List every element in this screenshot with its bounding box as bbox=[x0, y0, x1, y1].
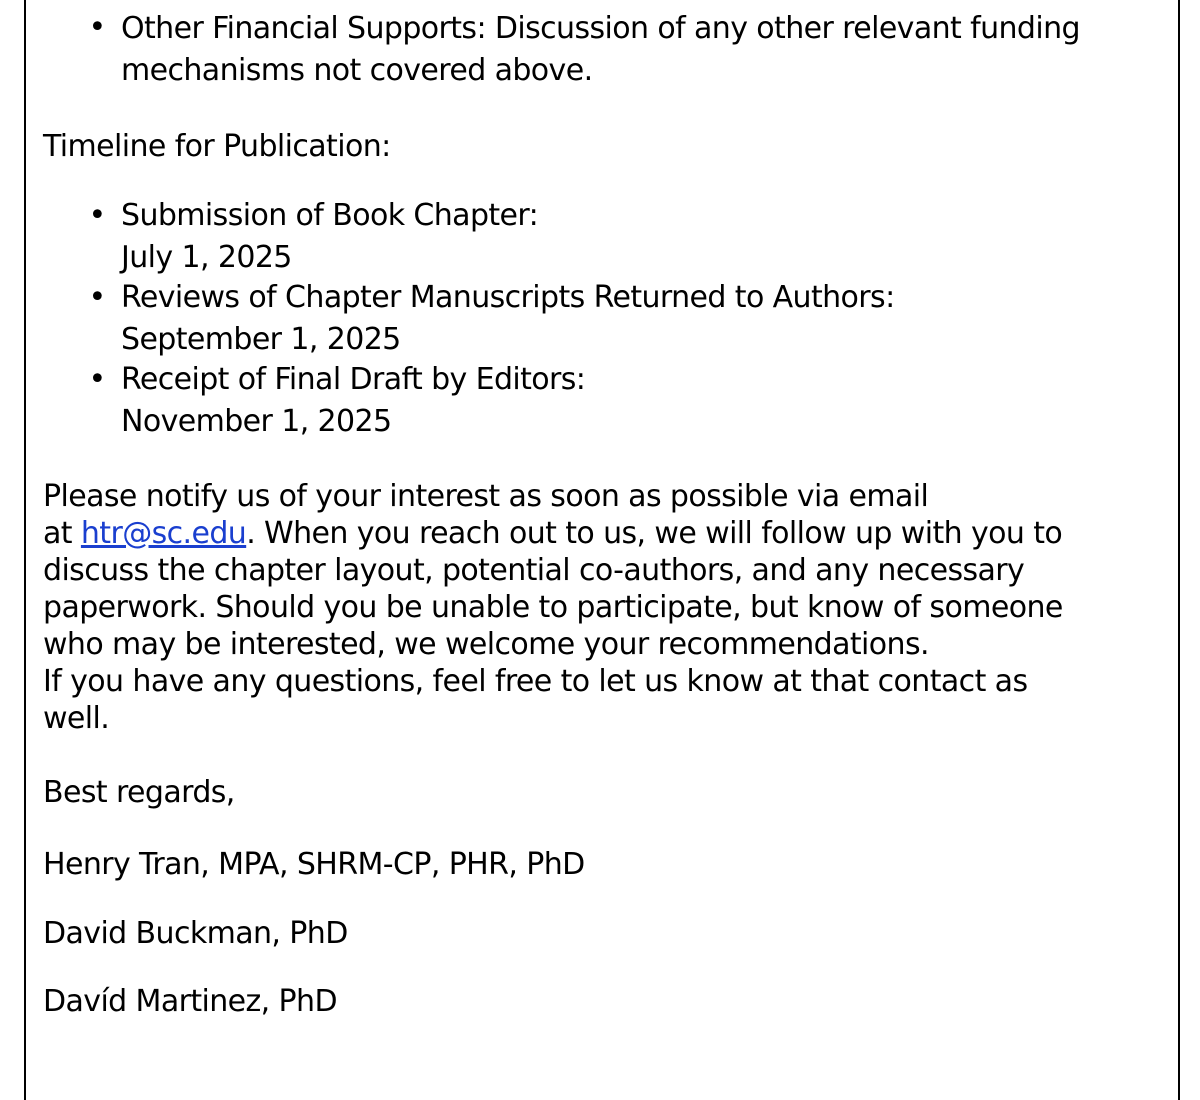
list-item-text: mechanisms not covered above. bbox=[121, 53, 593, 88]
signature-name: David Buckman, PhD bbox=[43, 916, 348, 951]
body-line bbox=[43, 515, 1168, 552]
body-paragraph bbox=[43, 478, 1168, 737]
timeline-item-date: September 1, 2025 bbox=[121, 322, 401, 357]
timeline-heading: Timeline for Publication: bbox=[43, 129, 391, 164]
body-text: . When you reach out to us, we will follow up with you to bbox=[246, 516, 1063, 551]
bullet-icon: • bbox=[88, 10, 106, 45]
signature-name: Davíd Martinez, PhD bbox=[43, 984, 337, 1019]
closing-text: Best regards, bbox=[43, 775, 235, 810]
signature-name: Henry Tran, MPA, SHRM-CP, PHR, PhD bbox=[43, 847, 585, 882]
list-item bbox=[43, 9, 1168, 91]
body-line: who may be interested, we welcome your recommendations. bbox=[43, 627, 929, 662]
bullet-icon: • bbox=[88, 280, 106, 315]
timeline-item-label: Submission of Book Chapter: bbox=[121, 198, 539, 233]
timeline-list bbox=[43, 196, 1168, 442]
timeline-item bbox=[43, 360, 1168, 442]
timeline-item-label: Reviews of Chapter Manuscripts Returned to Authors: bbox=[121, 280, 895, 315]
bullet-icon: • bbox=[88, 198, 106, 233]
body-line: If you have any questions, feel free to let us know at that contact as bbox=[43, 664, 1028, 699]
body-line: paperwork. Should you be unable to participate, but know of someone bbox=[43, 590, 1063, 625]
funding-list bbox=[43, 9, 1168, 91]
list-item-text: Other Financial Supports: Discussion of any other relevant funding bbox=[121, 11, 1080, 46]
body-line: well. bbox=[43, 701, 110, 736]
email-link[interactable]: htr@sc.edu bbox=[80, 516, 247, 551]
body-line: discuss the chapter layout, potential co-authors, and any necessary bbox=[43, 553, 1025, 588]
timeline-item-date: November 1, 2025 bbox=[121, 404, 392, 439]
timeline-item bbox=[43, 278, 1168, 360]
timeline-item-label: Receipt of Final Draft by Editors: bbox=[121, 362, 586, 397]
bullet-icon: • bbox=[88, 362, 106, 397]
body-line: Please notify us of your interest as soon as possible via email bbox=[43, 479, 929, 514]
timeline-item bbox=[43, 196, 1168, 278]
timeline-item-date: July 1, 2025 bbox=[121, 240, 292, 275]
body-text: at bbox=[43, 516, 81, 551]
